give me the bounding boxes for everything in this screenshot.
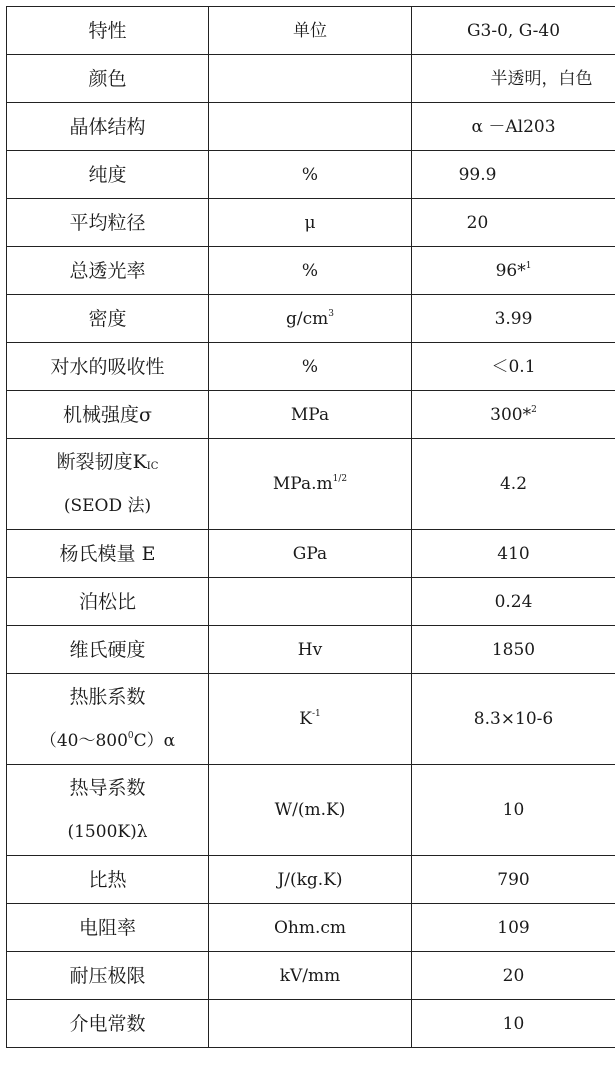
row-value: 0.24 [412, 578, 615, 626]
table-row [7, 103, 615, 151]
row-unit: % [209, 151, 412, 199]
row-property [7, 674, 209, 765]
footnote-marker: 1 [525, 260, 532, 271]
row-property: 纯度 [7, 151, 209, 199]
header-grade: G3-0, G-40 [412, 7, 615, 55]
row-value [412, 55, 615, 103]
row-value: 10 [412, 765, 615, 856]
table-row [7, 391, 615, 439]
table-row [7, 343, 615, 391]
table-header-row [7, 7, 615, 55]
properties-table [6, 6, 615, 1048]
row-value [412, 247, 615, 295]
row-property-line2: (SEOD 法) [63, 496, 152, 516]
row-property: 维氏硬度 [7, 626, 209, 674]
row-value: 1850 [412, 626, 615, 674]
row-property: 总透光率 [7, 247, 209, 295]
row-value [412, 151, 615, 199]
row-property: 颜色 [7, 55, 209, 103]
unit-exponent: -1 [311, 709, 321, 719]
property-subscript: IC [146, 461, 159, 472]
row-value-text: 300* [490, 404, 532, 425]
table-row [7, 856, 615, 904]
row-value: 410 [412, 530, 615, 578]
row-property-text: 热胀系数 [69, 686, 146, 708]
row-value-text: 99.9 [458, 164, 497, 185]
row-property: 对水的吸收性 [7, 343, 209, 391]
row-unit [209, 578, 412, 626]
table-row [7, 247, 615, 295]
row-property-text: 热导系数 [69, 777, 146, 799]
row-property: 机械强度σ [7, 391, 209, 439]
row-unit [209, 439, 412, 530]
row-value-text: 20 [466, 212, 489, 233]
row-property: 平均粒径 [7, 199, 209, 247]
table-row [7, 295, 615, 343]
table-row [7, 1000, 615, 1048]
row-unit: W/(m.K) [209, 765, 412, 856]
table-row [7, 530, 615, 578]
row-value: 3.99 [412, 295, 615, 343]
row-value: 790 [412, 856, 615, 904]
row-property-text: 断裂韧度K [56, 451, 147, 473]
table-row [7, 674, 615, 765]
row-value: ＜0.1 [412, 343, 615, 391]
row-unit: kV/mm [209, 952, 412, 1000]
row-property: 电阻率 [7, 904, 209, 952]
row-unit [209, 295, 412, 343]
header-unit: 单位 [209, 7, 412, 55]
degree-marker: 0 [127, 731, 134, 741]
row-unit: GPa [209, 530, 412, 578]
range-end: C）α [133, 731, 176, 751]
table-row [7, 439, 615, 530]
row-property: 晶体结构 [7, 103, 209, 151]
row-property: 比热 [7, 856, 209, 904]
footnote-marker: 2 [531, 404, 537, 415]
row-value [412, 391, 615, 439]
row-unit [209, 55, 412, 103]
row-value-text: 96* [495, 260, 526, 281]
row-unit: MPa [209, 391, 412, 439]
row-property [7, 765, 209, 856]
row-value: 8.3×10-6 [412, 674, 615, 765]
row-property: 耐压极限 [7, 952, 209, 1000]
row-unit-text: K [299, 709, 312, 729]
row-unit: μ [209, 199, 412, 247]
row-property-line2 [7, 730, 208, 752]
table-row [7, 199, 615, 247]
row-value-text: 半透明，白色 [490, 68, 593, 89]
header-property: 特性 [7, 7, 209, 55]
row-unit-text: MPa.m [272, 474, 333, 494]
row-unit: % [209, 343, 412, 391]
row-property: 杨氏模量 E [7, 530, 209, 578]
table-row [7, 765, 615, 856]
row-property: 密度 [7, 295, 209, 343]
row-property: 泊松比 [7, 578, 209, 626]
row-value: 20 [412, 952, 615, 1000]
row-unit: Ohm.cm [209, 904, 412, 952]
row-property: 介电常数 [7, 1000, 209, 1048]
row-unit: Hv [209, 626, 412, 674]
row-unit-text: g/cm [286, 308, 329, 329]
row-property [7, 439, 209, 530]
unit-exponent: 3 [328, 308, 334, 319]
row-value [412, 199, 615, 247]
row-value: 4.2 [412, 439, 615, 530]
row-property-line2: (1500K)λ [67, 822, 148, 842]
table-row [7, 626, 615, 674]
row-unit [209, 1000, 412, 1048]
row-unit [209, 103, 412, 151]
row-value: 109 [412, 904, 615, 952]
row-unit: % [209, 247, 412, 295]
row-unit [209, 674, 412, 765]
table-row [7, 952, 615, 1000]
row-unit: J/(kg.K) [209, 856, 412, 904]
table-row [7, 578, 615, 626]
row-value: α －Al203 [412, 103, 615, 151]
table-row [7, 151, 615, 199]
table-row [7, 904, 615, 952]
row-value: 10 [412, 1000, 615, 1048]
table-row [7, 55, 615, 103]
unit-exponent: 1/2 [332, 474, 348, 484]
range-start: （40～800 [39, 731, 128, 751]
